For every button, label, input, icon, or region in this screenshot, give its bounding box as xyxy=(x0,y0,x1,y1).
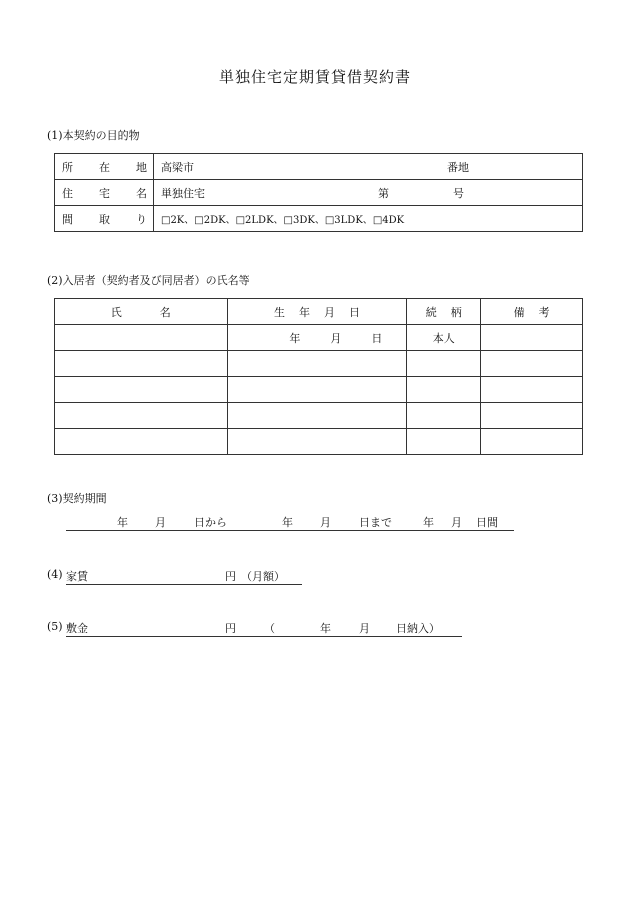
header-dob: 生 年 月 日 xyxy=(227,299,407,325)
table-row xyxy=(55,377,583,403)
table-row xyxy=(55,351,583,377)
house-type-text: 単独住宅 xyxy=(161,186,205,200)
section-4-number: (4) xyxy=(47,568,63,581)
resident-dob-cell[interactable] xyxy=(227,429,407,455)
resident-name-cell[interactable] xyxy=(55,377,228,403)
resident-dob-cell[interactable] xyxy=(227,403,407,429)
document-title: 単独住宅定期賃貸借契約書 xyxy=(218,68,411,86)
number-prefix: 第 xyxy=(378,186,389,200)
resident-remarks-cell[interactable] xyxy=(481,351,583,377)
resident-name-cell[interactable] xyxy=(55,351,228,377)
banchi-text: 番地 xyxy=(447,160,469,174)
city-text: 高梁市 xyxy=(161,160,194,174)
house-name-value[interactable] xyxy=(154,180,583,206)
resident-relation-cell: 本人 xyxy=(407,325,481,351)
resident-relation-cell[interactable] xyxy=(407,403,481,429)
layout-options xyxy=(154,206,583,232)
section-1-heading xyxy=(47,127,140,143)
section-number: (1) xyxy=(47,129,63,142)
table-row xyxy=(55,180,583,206)
layout-option-3ldk[interactable]: □3LDK、 xyxy=(324,215,373,226)
property-table xyxy=(54,153,583,232)
table-row xyxy=(55,154,583,180)
rent-monthly-note: （月額） xyxy=(241,570,285,583)
resident-relation-cell[interactable] xyxy=(407,377,481,403)
layout-option-3dk[interactable]: □3DK、 xyxy=(283,215,325,226)
section-title: 本契約の目的物 xyxy=(62,129,140,142)
table-header-row xyxy=(55,299,583,325)
layout-option-2ldk[interactable]: □2LDK、 xyxy=(235,215,284,226)
resident-name-cell[interactable] xyxy=(55,325,228,351)
table-row xyxy=(55,403,583,429)
resident-remarks-cell[interactable] xyxy=(481,377,583,403)
header-remarks: 備 考 xyxy=(481,299,583,325)
table-row xyxy=(55,325,583,351)
section-5-number: (5) xyxy=(47,620,63,633)
resident-relation-cell[interactable] xyxy=(407,429,481,455)
header-name: 氏 名 xyxy=(55,299,228,325)
table-row xyxy=(55,206,583,232)
resident-name-cell[interactable] xyxy=(55,403,228,429)
contract-period-line[interactable]: 年 月 日から 年 月 日まで 年 月 日間 xyxy=(66,514,514,531)
deposit-line[interactable]: 敷金 円 （ 年 月 日納入） xyxy=(66,620,462,637)
section-title: 契約期間 xyxy=(62,492,107,505)
house-name-label: 住 宅 名 xyxy=(55,180,154,206)
resident-name-cell[interactable] xyxy=(55,429,228,455)
layout-label: 間 取 り xyxy=(55,206,154,232)
section-2-heading xyxy=(47,272,250,288)
layout-option-2k[interactable]: □2K、 xyxy=(161,215,195,226)
resident-remarks-cell[interactable] xyxy=(481,403,583,429)
layout-option-4dk[interactable]: □4DK xyxy=(372,215,405,226)
section-number: (2) xyxy=(47,274,63,287)
section-3-heading xyxy=(47,490,107,506)
number-suffix: 号 xyxy=(453,186,464,200)
resident-remarks-cell[interactable] xyxy=(481,325,583,351)
resident-remarks-cell[interactable] xyxy=(481,429,583,455)
location-label: 所 在 地 xyxy=(55,154,154,180)
resident-dob-cell[interactable] xyxy=(227,351,407,377)
section-number: (3) xyxy=(47,492,63,505)
section-title: 入居者（契約者及び同居者）の氏名等 xyxy=(62,274,250,287)
rent-label: 家賃 xyxy=(66,570,88,583)
resident-dob-cell[interactable] xyxy=(227,377,407,403)
resident-relation-cell[interactable] xyxy=(407,351,481,377)
location-value[interactable] xyxy=(154,154,583,180)
table-row xyxy=(55,429,583,455)
layout-option-2dk[interactable]: □2DK、 xyxy=(194,215,236,226)
resident-dob-cell[interactable]: 年 月 日 xyxy=(227,325,407,351)
residents-table xyxy=(54,298,583,455)
deposit-label: 敷金 xyxy=(66,622,88,635)
header-relation: 続 柄 xyxy=(407,299,481,325)
rent-line[interactable]: 家賃 円 （月額） xyxy=(66,568,302,585)
